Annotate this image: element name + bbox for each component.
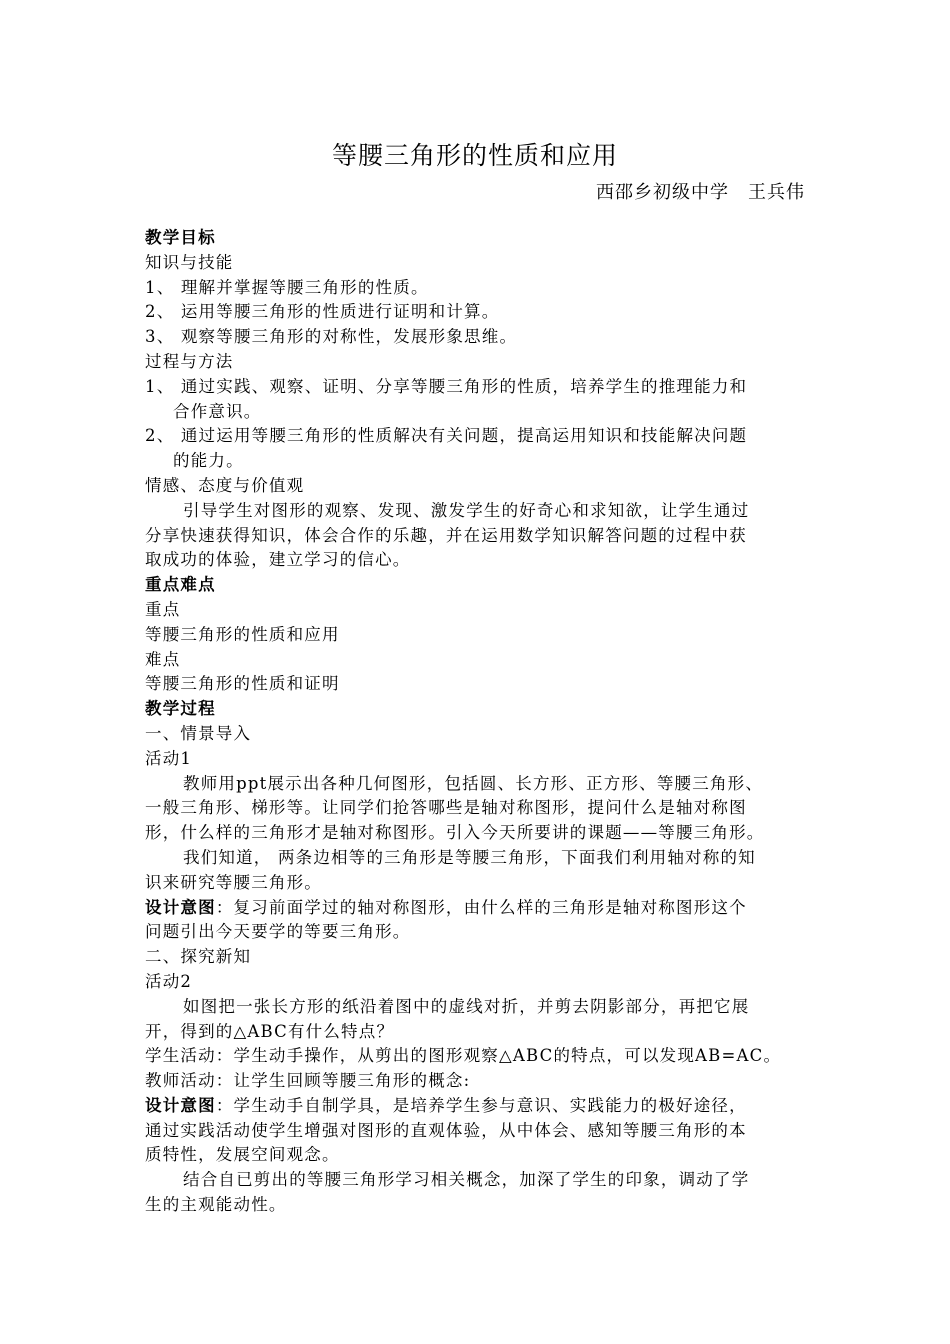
paragraph-line: 通过实践活动使学生增强对图形的直观体验，从中体会、感知等腰三角形的本 [145, 1120, 747, 1140]
design-intent-text: ：学生动手自制学具，是培养学生参与意识、实践能力的极好途径， [215, 1095, 747, 1115]
subheading: 难点 [145, 649, 181, 669]
paragraph-line: 教师用ppt展示出各种几何图形，包括圆、长方形、正方形、等腰三角形、 [183, 773, 764, 793]
subheading: 活动2 [145, 971, 193, 991]
paragraph-line: 结合自已剪出的等腰三角形学习相关概念，加深了学生的印象，调动了学 [183, 1170, 750, 1190]
design-intent-label: 设计意图 [145, 897, 216, 917]
paragraph-line: 等腰三角形的性质和应用 [145, 624, 340, 644]
paragraph-line: 一般三角形、梯形等。让同学们抢答哪些是轴对称图形，提问什么是轴对称图 [145, 798, 747, 818]
document-title: 等腰三角形的性质和应用 [331, 141, 618, 170]
paragraph-line: 形，什么样的三角形才是轴对称图形。引入今天所要讲的课题——等腰三角形。 [145, 823, 765, 843]
list-item: 2、 通过运用等腰三角形的性质解决有关问题，提高运用知识和技能解决问题 [145, 426, 748, 446]
paragraph-line: 开，得到的△ABC有什么特点？ [145, 1021, 395, 1041]
design-intent-label: 设计意图 [145, 1095, 216, 1115]
design-intent-text: ：复习前面学过的轴对称图形，由什么样的三角形是轴对称图形这个 [215, 897, 747, 917]
paragraph-line: 引导学生对图形的观察、发现、激发学生的好奇心和求知欲，让学生通过 [183, 500, 750, 520]
section-heading: 教学过程 [145, 699, 216, 719]
list-item: 1、 通过实践、观察、证明、分享等腰三角形的性质，培养学生的推理能力和 [145, 376, 748, 396]
subheading: 二、探究新知 [145, 947, 252, 967]
subheading: 重点 [145, 599, 181, 619]
subheading: 过程与方法 [145, 351, 234, 371]
list-item: 3、 观察等腰三角形的对称性，发展形象思维。 [145, 327, 518, 347]
list-item: 1、 理解并掌握等腰三角形的性质。 [145, 277, 429, 297]
list-item: 2、 运用等腰三角形的性质进行证明和计算。 [145, 302, 500, 322]
paragraph-line: 等腰三角形的性质和证明 [145, 674, 340, 694]
paragraph-line: 分享快速获得知识，体会合作的乐趣，并在运用数学知识解答问题的过程中获 [145, 525, 747, 545]
paragraph-line: 如图把一张长方形的纸沿着图中的虚线对折，并剪去阴影部分，再把它展 [183, 996, 750, 1016]
subheading: 活动1 [145, 748, 193, 768]
subheading: 情感、态度与价值观 [145, 475, 305, 495]
paragraph-line: 识来研究等腰三角形。 [145, 872, 322, 892]
author-line: 西邵乡初级中学 王兵伟 [596, 182, 805, 203]
section-heading: 重点难点 [145, 575, 216, 595]
list-item-continuation: 合作意识。 [173, 401, 262, 421]
paragraph-line: 教师活动：让学生回顾等腰三角形的概念: [145, 1071, 471, 1091]
design-intent-line [145, 896, 807, 921]
paragraph-line: 问题引出今天要学的等要三角形。 [145, 922, 411, 942]
paragraph-line: 质特性，发展空间观念。 [145, 1145, 340, 1165]
paragraph-line: 我们知道， 两条边相等的三角形是等腰三角形，下面我们利用轴对称的知 [183, 847, 756, 867]
paragraph-line: 生的主观能动性。 [145, 1195, 287, 1215]
section-heading: 教学目标 [145, 228, 216, 247]
list-item-continuation: 的能力。 [173, 451, 244, 471]
paragraph-line: 取成功的体验，建立学习的信心。 [145, 550, 411, 570]
document-body [145, 226, 807, 1218]
paragraph-line: 学生活动：学生动手操作，从剪出的图形观察△ABC的特点，可以发现AB=AC。 [145, 1046, 782, 1066]
design-intent-line [145, 1094, 807, 1119]
subheading: 知识与技能 [145, 252, 234, 272]
subheading: 一、情景导入 [145, 723, 252, 743]
